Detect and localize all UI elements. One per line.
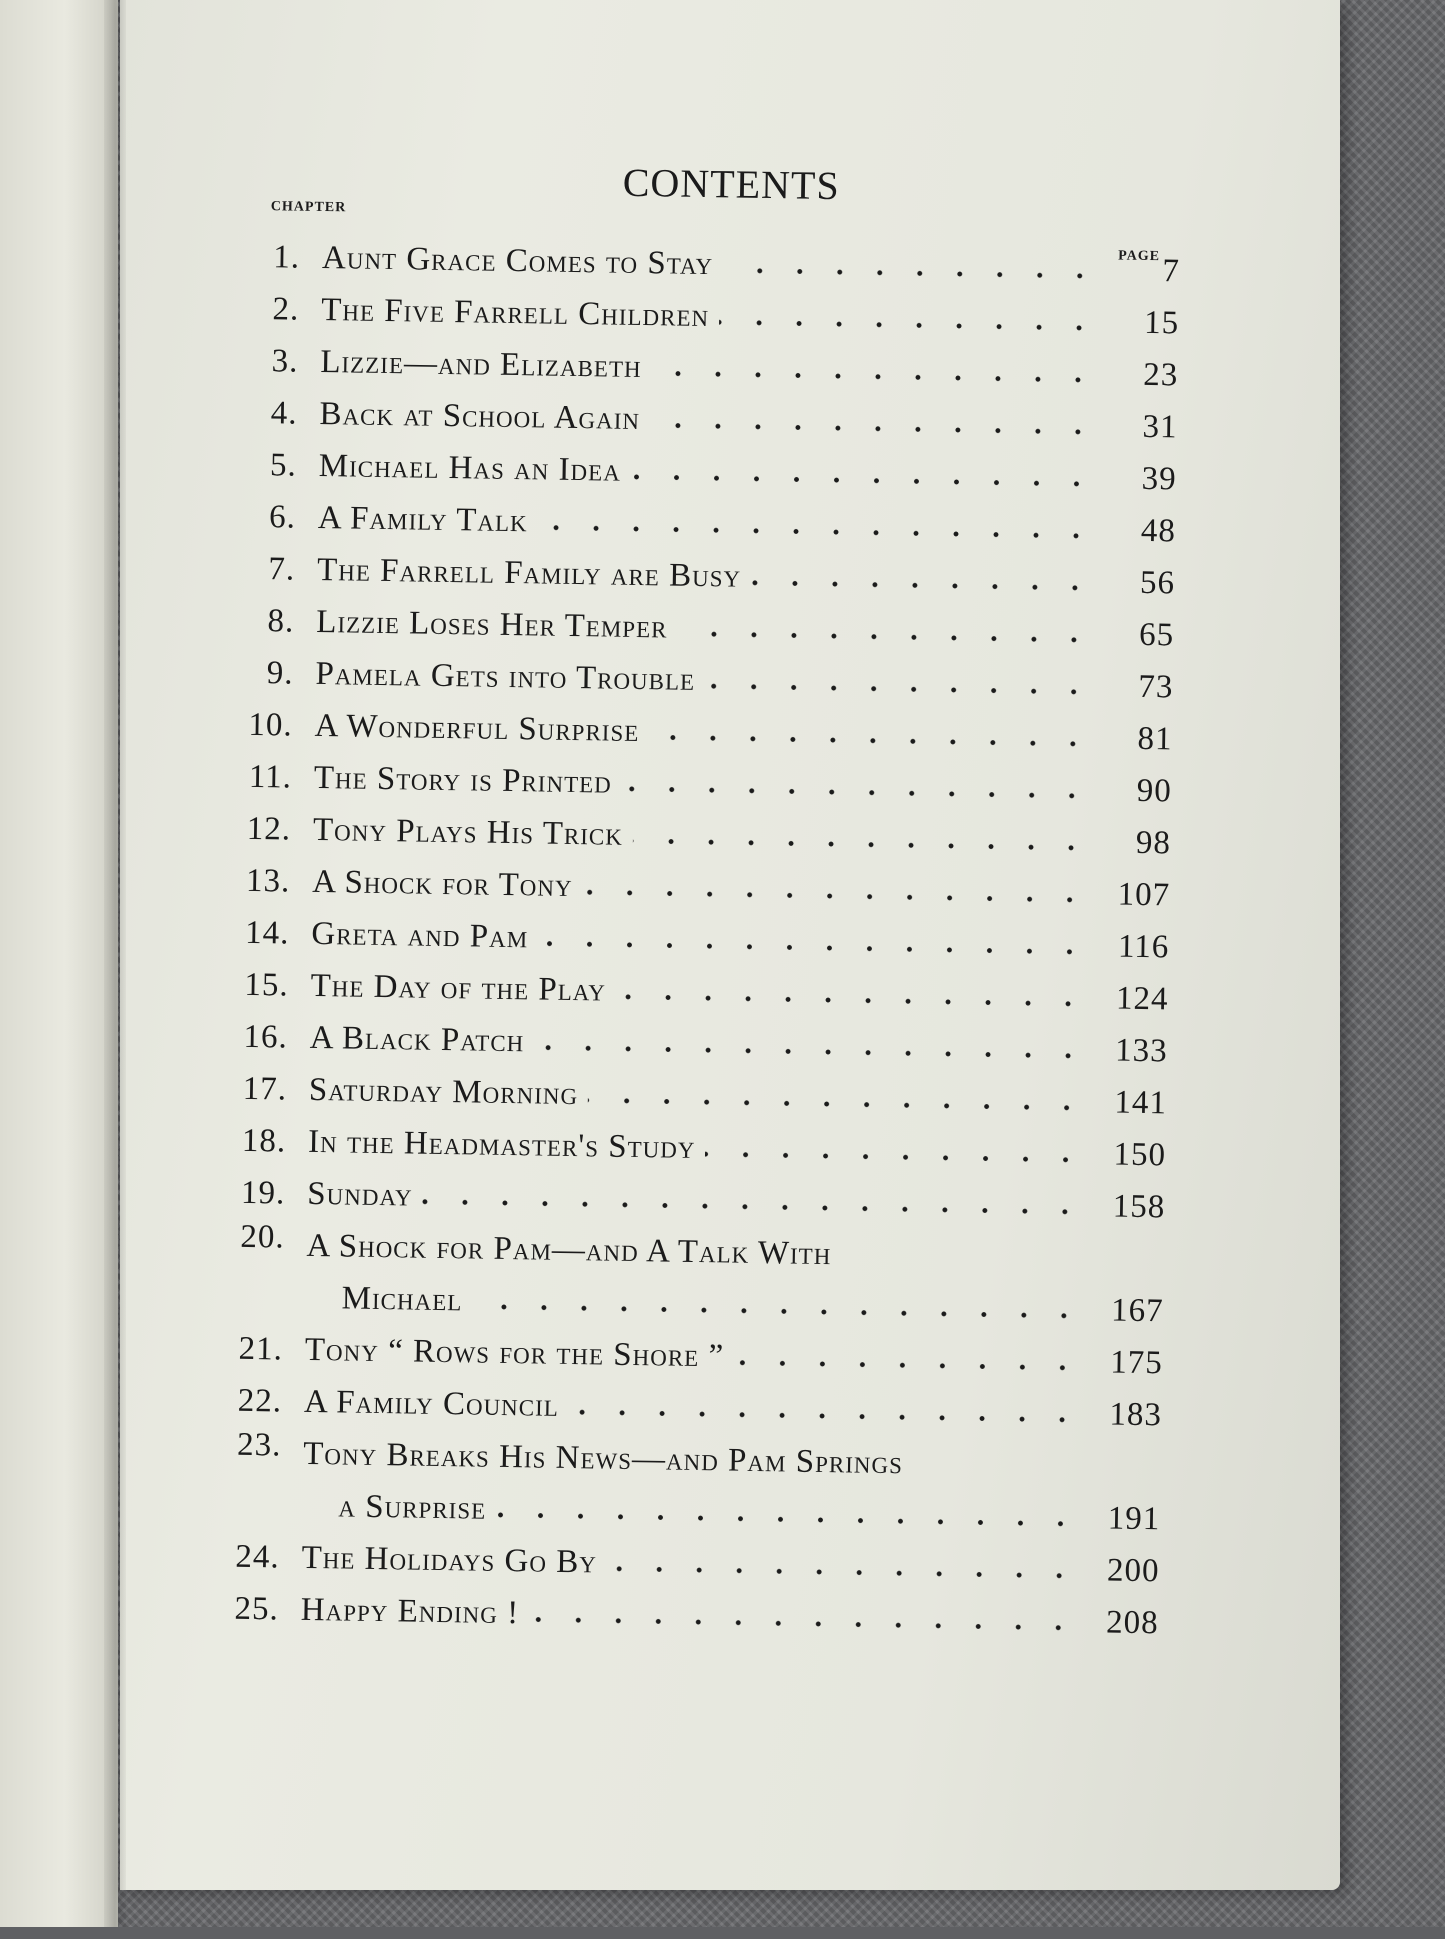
dot-leader: [607, 1565, 1080, 1580]
page-number: 90: [1136, 772, 1173, 810]
page-number: 191: [1107, 1500, 1161, 1538]
chapter-number: 16.: [243, 1018, 289, 1056]
chapter-title: Happy Ending !: [300, 1591, 520, 1632]
chapter-title: Greta and Pam: [311, 915, 529, 956]
dot-leader: [422, 1198, 1085, 1216]
page-number: 39: [1141, 460, 1177, 498]
chapter-title: A Family Council: [303, 1383, 560, 1424]
page-column-label: PAGE: [1118, 248, 1161, 265]
chapter-number: 22.: [237, 1382, 283, 1420]
dot-leader: [751, 579, 1095, 592]
page-number: 48: [1140, 512, 1177, 550]
chapter-title: A Family Talk: [317, 499, 528, 540]
dot-leader: [677, 630, 1094, 645]
page-number: 141: [1114, 1084, 1168, 1122]
chapter-title: Sunday: [307, 1175, 413, 1214]
dot-leader: [472, 1302, 1083, 1320]
dot-leader: [650, 421, 1098, 436]
page-number: 158: [1112, 1188, 1166, 1226]
chapter-number: 13.: [245, 862, 291, 900]
chapter-number: 23.: [236, 1426, 282, 1464]
dot-leader: [723, 266, 1100, 280]
chapter-number: 20.: [240, 1218, 285, 1256]
page-number: 107: [1117, 876, 1171, 914]
chapter-number: 9.: [266, 655, 294, 692]
dot-leader: [719, 318, 1099, 332]
chapter-title: The Day of the Play: [310, 967, 607, 1009]
chapter-title: Aunt Grace Comes to Stay: [321, 239, 714, 283]
page-number: 81: [1137, 720, 1173, 758]
page-number: 7: [1162, 253, 1181, 290]
page-number: 73: [1138, 668, 1174, 706]
page-number: 208: [1105, 1604, 1159, 1642]
chapter-number: 2.: [272, 291, 300, 328]
dot-leader: [631, 473, 1097, 488]
chapter-title: A Black Patch: [309, 1019, 525, 1060]
chapter-number: 19.: [240, 1174, 286, 1212]
chapter-number: 4.: [270, 395, 298, 432]
chapter-number: 24.: [235, 1538, 280, 1576]
dot-leader: [538, 939, 1089, 956]
chapter-column-label: CHAPTER: [270, 199, 347, 216]
chapter-number: 1.: [273, 239, 301, 276]
chapter-title: A Shock for Tony: [311, 863, 573, 904]
chapter-number: 5.: [269, 447, 298, 484]
chapter-number: 18.: [241, 1122, 287, 1160]
dot-leader: [538, 523, 1096, 540]
chapter-number: 7.: [268, 551, 296, 588]
chapter-number: 3.: [271, 343, 299, 380]
page-number: 175: [1110, 1344, 1164, 1382]
dot-leader: [534, 1043, 1088, 1060]
chapter-number: 8.: [267, 603, 295, 640]
chapter-title-continued: Michael: [341, 1280, 463, 1319]
page-number: 124: [1115, 980, 1169, 1018]
dot-leader: [622, 785, 1092, 800]
chapter-title: Pamela Gets into Trouble: [315, 655, 696, 698]
dot-leader: [651, 369, 1098, 384]
chapter-title: A Wonderful Surprise: [314, 707, 640, 750]
chapter-title: The Farrell Family are Busy: [316, 551, 742, 595]
chapter-title: Lizzie—and Elizabeth: [320, 343, 642, 386]
page-number: 23: [1143, 356, 1179, 394]
page-number: 15: [1143, 304, 1180, 342]
page-number: 200: [1106, 1552, 1160, 1590]
chapter-number: 25.: [234, 1590, 280, 1628]
chapter-title: The Holidays Go By: [301, 1539, 598, 1581]
dot-leader: [529, 1615, 1079, 1632]
chapter-title: The Five Farrell Children: [320, 291, 710, 335]
chapter-title: Tony “ Rows for the Shore ”: [304, 1331, 725, 1375]
chapter-title: Lizzie Loses Her Temper: [316, 603, 668, 646]
chapter-title: Saturday Morning: [308, 1071, 579, 1113]
contents-entry: [210, 1426, 1162, 1545]
dot-leader: [588, 1096, 1087, 1112]
chapter-title-continued: a Surprise: [338, 1488, 487, 1527]
chapter-number: 10.: [248, 706, 293, 744]
page-title: CONTENTS: [622, 159, 841, 209]
chapter-title: Back at School Again: [319, 395, 641, 437]
chapter-number: 6.: [268, 499, 297, 536]
page-number: 116: [1117, 928, 1170, 966]
page-number: 98: [1135, 824, 1172, 862]
dot-leader: [633, 837, 1091, 852]
page-number: 65: [1138, 616, 1175, 654]
chapter-title: Tony Breaks His News—and Pam Springs: [302, 1435, 904, 1482]
chapter-title: Michael Has an Idea: [318, 447, 622, 489]
dot-leader: [705, 682, 1093, 696]
dot-leader: [569, 1408, 1082, 1424]
chapter-number: 21.: [238, 1330, 284, 1368]
chapter-number: 17.: [242, 1070, 288, 1108]
dot-leader: [734, 1359, 1083, 1372]
page-number: 150: [1113, 1136, 1167, 1174]
page-number: 167: [1110, 1292, 1164, 1330]
contents-entry: [213, 1218, 1165, 1337]
chapter-title: The Story is Printed: [313, 759, 613, 801]
dot-leader: [705, 1150, 1086, 1164]
page-number: 183: [1109, 1396, 1163, 1434]
page-number: 31: [1142, 408, 1178, 446]
dot-leader: [496, 1511, 1080, 1528]
chapter-title: A Shock for Pam—and A Talk With: [306, 1227, 832, 1273]
dot-leader: [582, 888, 1090, 904]
chapter-number: 15.: [244, 966, 289, 1004]
page-number: 133: [1114, 1032, 1168, 1070]
dot-leader: [649, 733, 1092, 748]
page-number: 56: [1139, 564, 1176, 602]
chapter-number: 12.: [246, 810, 292, 848]
chapter-number: 14.: [244, 914, 290, 952]
chapter-title: In the Headmaster's Study: [307, 1123, 696, 1166]
dot-leader: [616, 993, 1089, 1008]
contents-list: [208, 231, 1180, 1650]
chapter-title: Tony Plays His Trick: [312, 811, 624, 853]
chapter-number: 11.: [248, 758, 293, 796]
